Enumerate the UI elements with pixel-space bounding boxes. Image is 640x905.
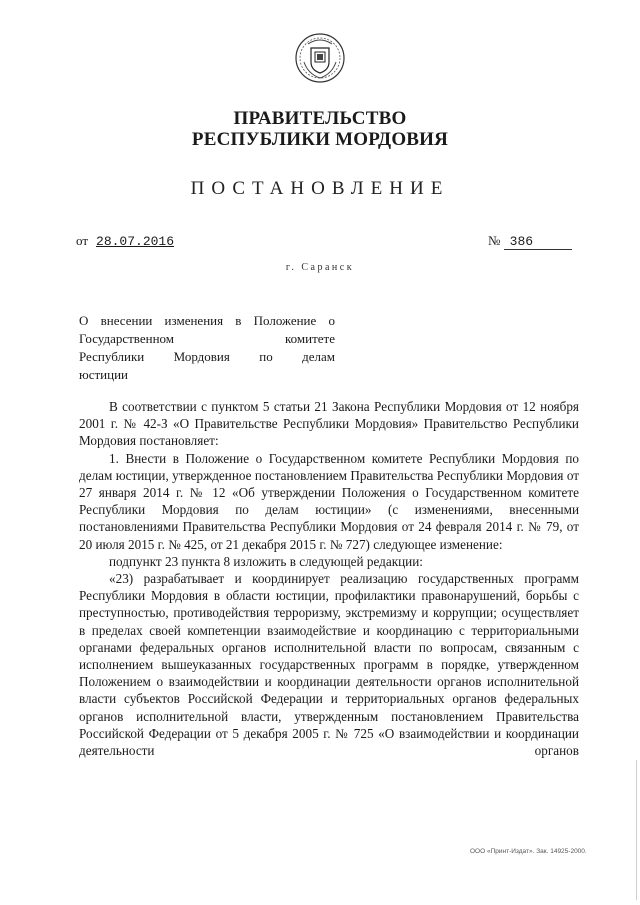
number-line xyxy=(488,233,578,250)
number-value: 386 xyxy=(504,234,572,250)
document-type: ПОСТАНОВЛЕНИЕ xyxy=(190,178,450,199)
date-value: 28.07.2016 xyxy=(96,234,175,249)
subject-line: Республики Мордовия по делам xyxy=(79,349,335,364)
paragraph: В соответствии с пунктом 5 статьи 21 Закона Республики Мордовия от 12 ноября 2001 г. № 42-З «О Правительстве Республики Мордовия» Правительство Республики Мордовия постановляет: xyxy=(79,399,579,449)
subject-block xyxy=(79,312,335,384)
document-body xyxy=(79,398,579,759)
coat-of-arms-icon xyxy=(294,32,346,84)
subject-line: Государственном комитете xyxy=(79,331,335,346)
print-info: ООО «Принт-Издат». Зак. 14925-2000. xyxy=(470,848,587,855)
paragraph: подпункт 23 пункта 8 изложить в следующей редакции: xyxy=(109,553,423,569)
subject-line: О внесении изменения в Положение о xyxy=(79,313,335,328)
scan-edge-line xyxy=(636,760,637,900)
date-prefix: от xyxy=(76,233,89,248)
government-title-line2: РЕСПУБЛИКИ МОРДОВИЯ xyxy=(191,129,449,150)
date-line xyxy=(76,233,180,249)
number-prefix: № xyxy=(488,233,501,248)
paragraph: «23) разрабатывает и координирует реализацию государственных программ Республики Мордовия в области юстиции, профилактики правонарушений, борьбы с преступностью, противодействия терроризму, экстремизму и коррупции; осуществляет в пределах своей компетенции взаимодействие и координацию с территориальными органами федеральных органов исполнительной власти по вопросам, связанным с исполнением вышеуказанных государственных программ в порядке, утвержденном Положением о взаимодействии и координации деятельности органов исполнительной власти субъектов Российской Федерации и территориальных органов федеральных органов исполнительной власти, утвержденным постановлением Правительства Российской Федерации от 5 декабря 2005 г. № 725 «О взаимодействии и координации деятельности органов xyxy=(79,571,579,759)
subject-line: юстиции xyxy=(79,367,128,382)
city: г. Саранск xyxy=(285,262,355,273)
government-title-line1: ПРАВИТЕЛЬСТВО xyxy=(233,108,407,129)
paragraph: 1. Внести в Положение о Государственном комитете Республики Мордовия по делам юстиции, утвержденное постановлением Правительства Республики Мордовия от 27 января 2014 г. № 12 «Об утверждении Положения о Государственном комитете Республики Мордовия по делам юстиции» (с изменениями, внесенными постановлениями Правительства Республики Мордовия от 24 февраля 2014 г. № 79, от 20 июля 2015 г. № 425, от 21 декабря 2015 г. № 727) следующее изменение: xyxy=(79,450,579,552)
